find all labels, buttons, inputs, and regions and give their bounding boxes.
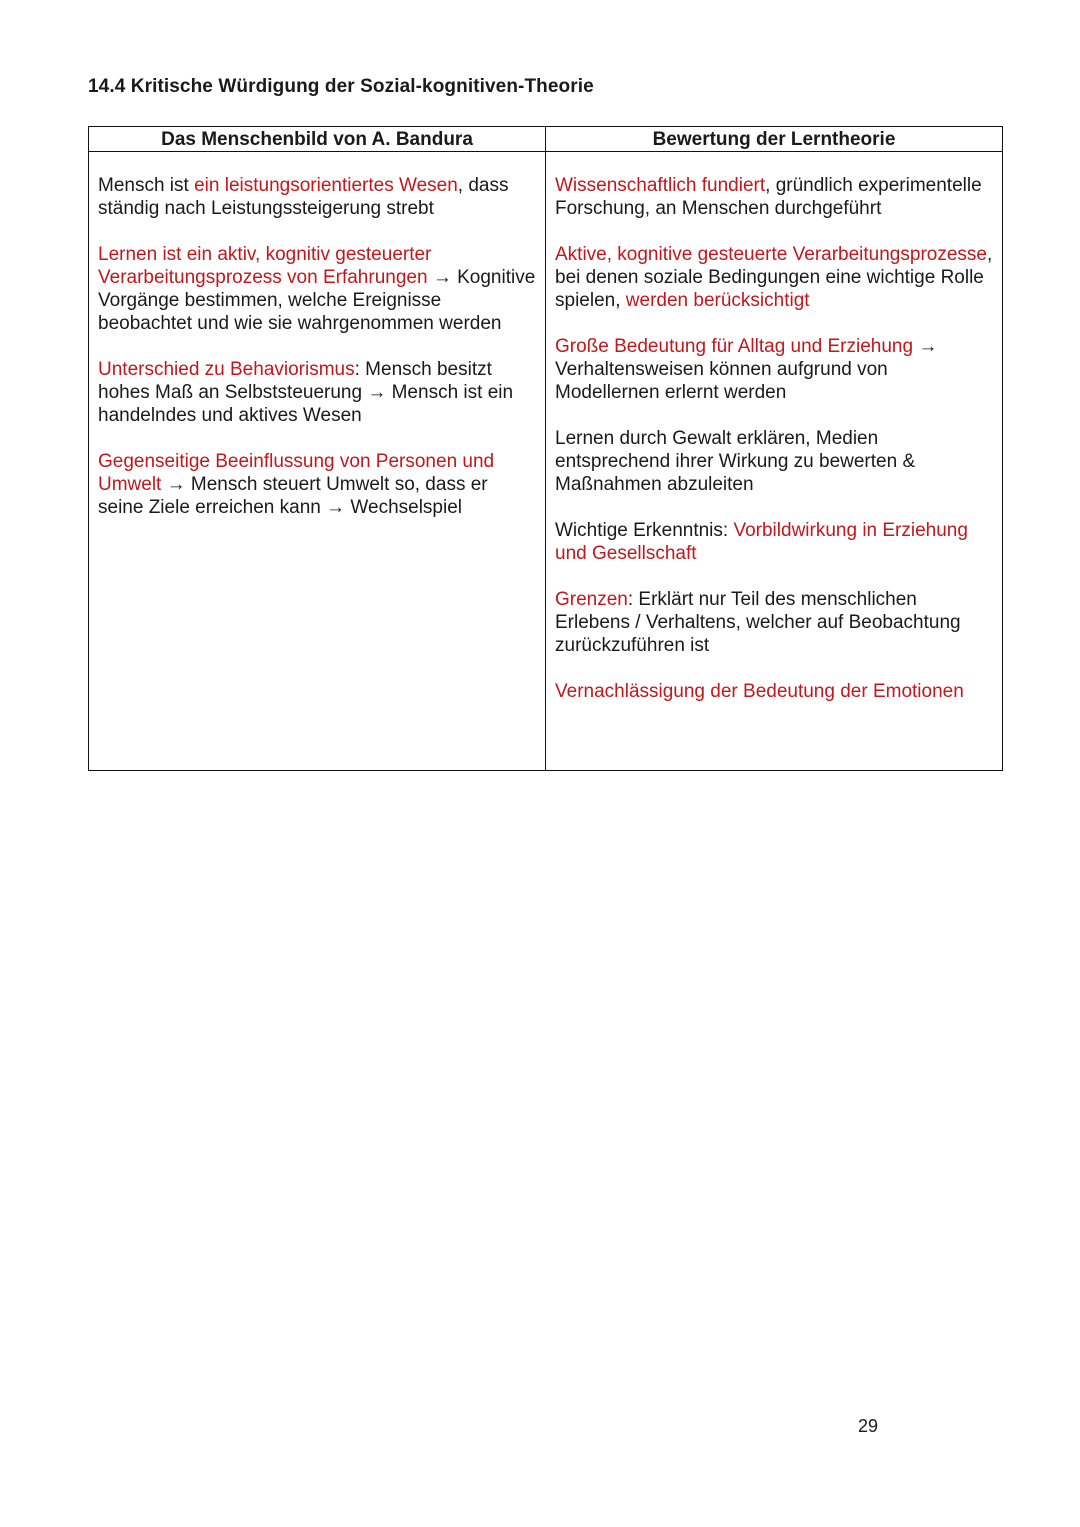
text-segment: → Verhaltensweisen können aufgrund von Modellernen erlernt werden xyxy=(555,336,938,403)
text-segment: , bei denen soziale Bedingungen eine wichtige Rolle spielen, xyxy=(555,244,993,311)
text-segment: Gegenseitige Beeinflussung von Personen und Umwelt xyxy=(98,451,495,495)
text-segment: → Kognitive Vorgänge bestimmen, welche Ereignisse beobachtet und wie sie wahrgenommen werden xyxy=(98,267,536,334)
right-entry xyxy=(555,335,995,404)
right-entry xyxy=(555,519,995,565)
right-entry xyxy=(555,680,995,703)
text-segment: Wichtige Erkenntnis: xyxy=(555,520,734,541)
page-number: 29 xyxy=(858,1416,879,1436)
left-column-body xyxy=(98,174,536,542)
right-entry xyxy=(555,588,995,657)
column-header-menschenbild: Das Menschenbild von A. Bandura xyxy=(161,129,473,150)
comparison-table xyxy=(88,126,1003,771)
right-entry xyxy=(555,427,995,496)
text-segment: , gründlich experimentelle Forschung, an Menschen durchgeführt xyxy=(555,175,982,219)
text-segment: Mensch ist xyxy=(98,175,195,196)
text-segment: : Mensch besitzt hohes Maß an Selbststeuerung → Mensch ist ein handelndes und aktives Wesen xyxy=(98,359,514,426)
right-entry xyxy=(555,174,995,220)
left-entry xyxy=(98,358,536,427)
text-segment: Wissenschaftlich fundiert xyxy=(555,175,766,196)
column-header-bewertung: Bewertung der Lerntheorie xyxy=(652,129,896,150)
text-segment: Grenzen xyxy=(555,589,628,610)
text-segment: ein leistungsorientiertes Wesen xyxy=(194,175,458,196)
text-segment: Große Bedeutung für Alltag und Erziehung xyxy=(555,336,914,357)
right-column-body xyxy=(555,174,995,726)
right-entry xyxy=(555,243,995,312)
text-segment: → Mensch steuert Umwelt so, dass er seine Ziele erreichen kann → Wechselspiel xyxy=(98,474,488,518)
text-segment: Aktive, kognitive gesteuerte Verarbeitungsprozesse xyxy=(555,244,987,265)
text-segment: Lernen ist ein aktiv, kognitiv gesteuerter Verarbeitungsprozess von Erfahrungen xyxy=(98,244,432,288)
left-entry xyxy=(98,243,536,335)
column-divider xyxy=(545,127,546,770)
text-segment: Unterschied zu Behaviorismus xyxy=(98,359,355,380)
text-segment: Vorbildwirkung in Erziehung und Gesellschaft xyxy=(555,520,968,564)
left-entry xyxy=(98,450,536,519)
text-segment: : Erklärt nur Teil des menschlichen Erlebens / Verhaltens, welcher auf Beobachtung zurückzuführen ist xyxy=(555,589,961,656)
left-entry xyxy=(98,174,536,220)
text-segment: Vernachlässigung der Bedeutung der Emotionen xyxy=(555,681,964,702)
section-heading: 14.4 Kritische Würdigung der Sozial-kognitiven-Theorie xyxy=(88,76,594,97)
text-segment: , dass ständig nach Leistungssteigerung strebt xyxy=(98,175,509,219)
text-segment: werden berücksichtigt xyxy=(625,290,810,311)
text-segment: Lernen durch Gewalt erklären, Medien entsprechend ihrer Wirkung zu bewerten & Maßnahmen abzuleiten xyxy=(555,428,916,495)
